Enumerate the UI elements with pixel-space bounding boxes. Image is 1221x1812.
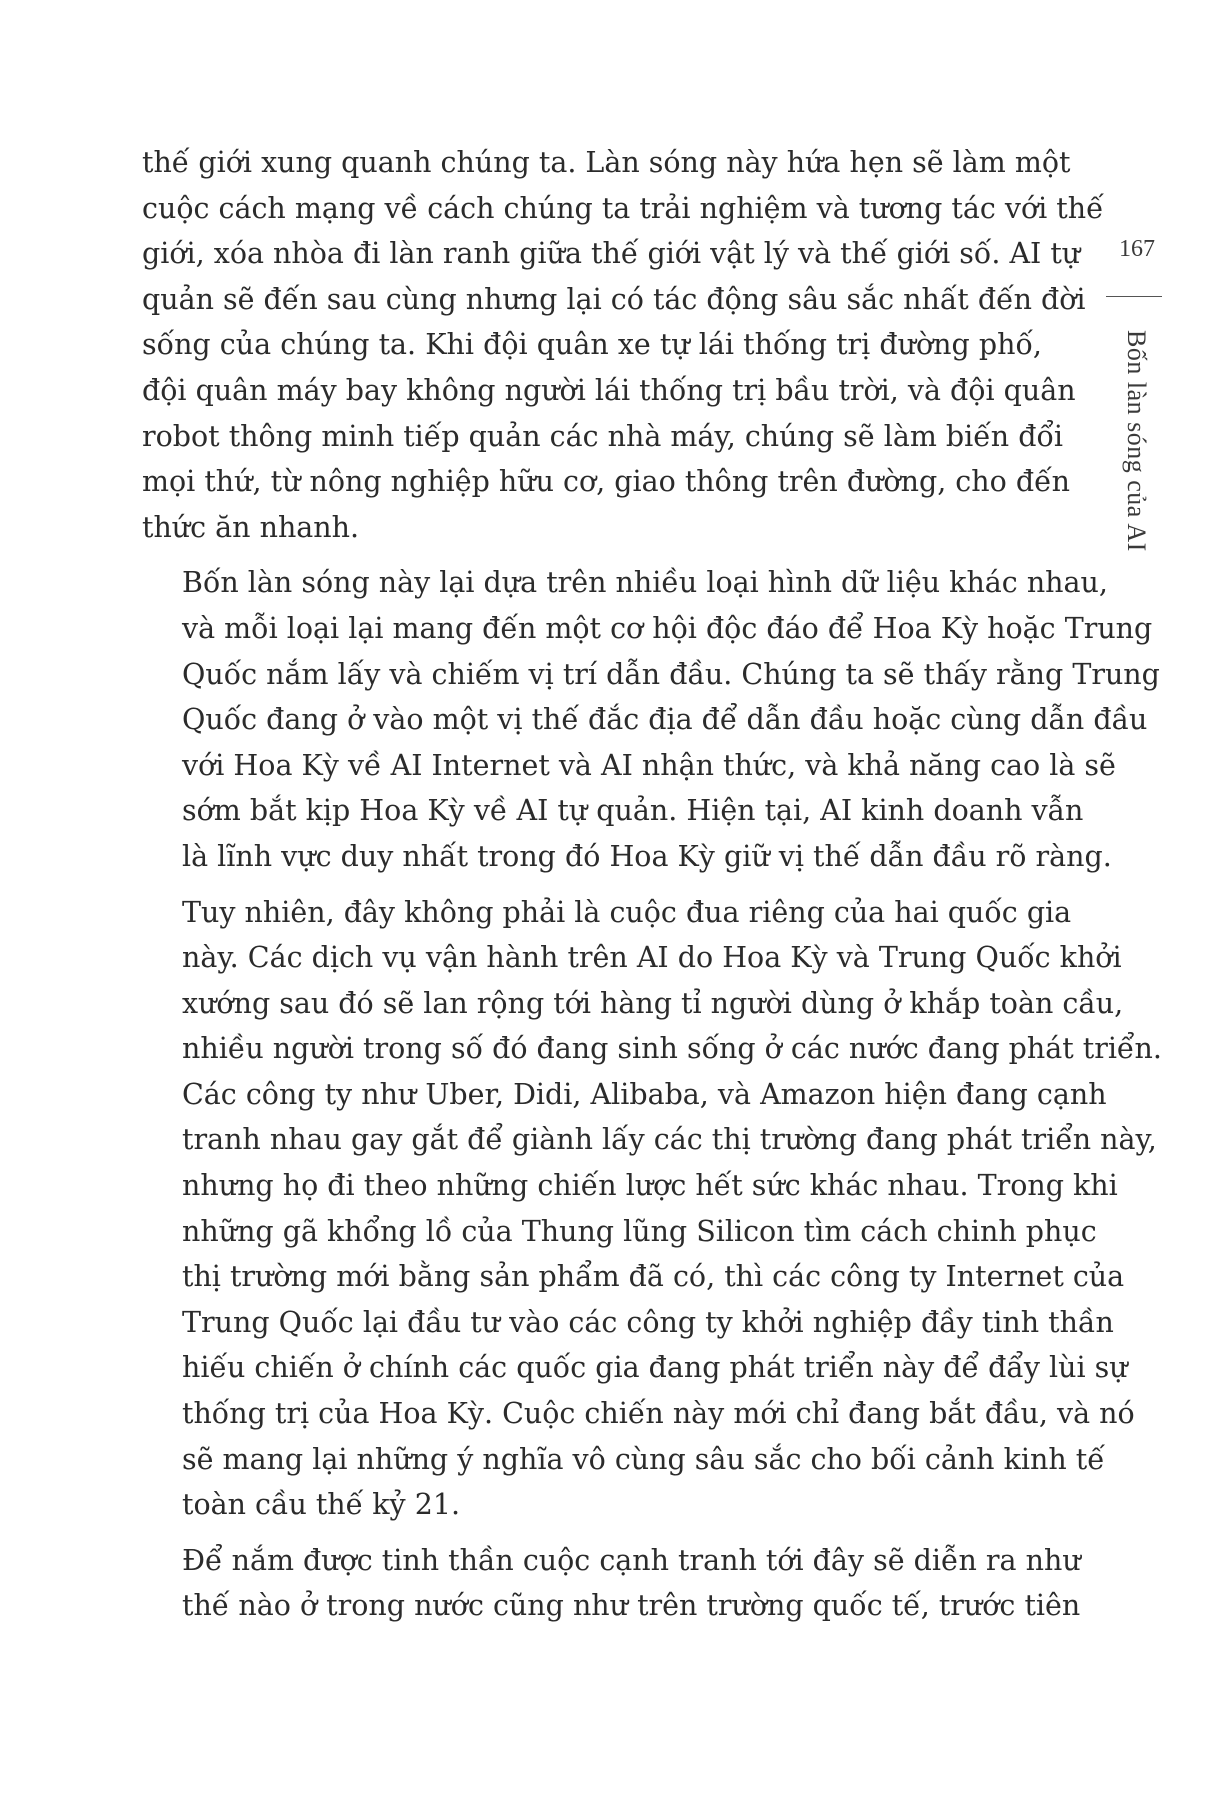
text-line: những gã khổng lồ của Thung lũng Silicon tìm cách chinh phục	[182, 1214, 1097, 1248]
text-line: đội quân máy bay không người lái thống trị bầu trời, và đội quân	[142, 373, 1076, 407]
text-line: hiếu chiến ở chính các quốc gia đang phát triển này để đẩy lùi sự	[182, 1351, 1128, 1385]
text-line: nhưng họ đi theo những chiến lược hết sức khác nhau. Trong khi	[182, 1169, 1118, 1203]
text-line: tranh nhau gay gắt để giành lấy các thị trường đang phát triển này,	[182, 1123, 1157, 1157]
text-line: với Hoa Kỳ về AI Internet và AI nhận thức, và khả năng cao là sẽ	[182, 748, 1116, 782]
paragraph	[142, 1538, 1081, 1629]
text-line: thức ăn nhanh.	[142, 510, 360, 544]
page-number: 167	[1119, 236, 1155, 262]
text-line: Để nắm được tinh thần cuộc cạnh tranh tới đây sẽ diễn ra như	[182, 1543, 1081, 1577]
text-line: thống trị của Hoa Kỳ. Cuộc chiến này mới chỉ đang bắt đầu, và nó	[182, 1397, 1135, 1431]
text-line: quản sẽ đến sau cùng nhưng lại có tác động sâu sắc nhất đến đời	[142, 282, 1086, 316]
text-line: sớm bắt kịp Hoa Kỳ về AI tự quản. Hiện tại, AI kinh doanh vẫn	[182, 794, 1084, 828]
text-line: này. Các dịch vụ vận hành trên AI do Hoa Kỳ và Trung Quốc khởi	[182, 941, 1122, 975]
running-title: Bốn làn sóng của AI	[1122, 330, 1151, 552]
text-line: mọi thứ, từ nông nghiệp hữu cơ, giao thông trên đường, cho đến	[142, 465, 1070, 499]
text-line: xướng sau đó sẽ lan rộng tới hàng tỉ người dùng ở khắp toàn cầu,	[182, 986, 1124, 1020]
paragraph	[142, 140, 1104, 550]
text-line: Trung Quốc lại đầu tư vào các công ty khởi nghiệp đầy tinh thần	[182, 1305, 1114, 1339]
paragraph	[142, 890, 1162, 1528]
text-line: thị trường mới bằng sản phẩm đã có, thì các công ty Internet của	[182, 1260, 1125, 1294]
text-line: thế nào ở trong nước cũng như trên trường quốc tế, trước tiên	[182, 1589, 1081, 1623]
text-line: và mỗi loại lại mang đến một cơ hội độc đáo để Hoa Kỳ hoặc Trung	[182, 611, 1153, 645]
text-line: Tuy nhiên, đây không phải là cuộc đua riêng của hai quốc gia	[182, 895, 1072, 929]
side-rule	[1106, 296, 1162, 297]
text-line: sống của chúng ta. Khi đội quân xe tự lái thống trị đường phố,	[142, 328, 1042, 362]
text-line: thế giới xung quanh chúng ta. Làn sóng này hứa hẹn sẽ làm một	[142, 146, 1071, 179]
text-line: giới, xóa nhòa đi làn ranh giữa thế giới vật lý và thế giới số. AI tự	[142, 237, 1081, 271]
text-line: robot thông minh tiếp quản các nhà máy, chúng sẽ làm biến đổi	[142, 419, 1064, 453]
text-line: cuộc cách mạng về cách chúng ta trải nghiệm và tương tác với thế	[142, 191, 1104, 225]
text-line: Quốc đang ở vào một vị thế đắc địa để dẫn đầu hoặc cùng dẫn đầu	[182, 703, 1148, 737]
text-line: Các công ty như Uber, Didi, Alibaba, và Amazon hiện đang cạnh	[182, 1077, 1107, 1111]
text-line: sẽ mang lại những ý nghĩa vô cùng sâu sắc cho bối cảnh kinh tế	[182, 1442, 1105, 1476]
paragraph	[142, 560, 1160, 879]
text-line: là lĩnh vực duy nhất trong đó Hoa Kỳ giữ vị thế dẫn đầu rõ ràng.	[182, 839, 1112, 873]
text-line: toàn cầu thế kỷ 21.	[182, 1488, 461, 1522]
text-line: Quốc nắm lấy và chiếm vị trí dẫn đầu. Chúng ta sẽ thấy rằng Trung	[182, 657, 1160, 691]
text-line: nhiều người trong số đó đang sinh sống ở các nước đang phát triển.	[182, 1032, 1162, 1066]
text-line: Bốn làn sóng này lại dựa trên nhiều loại hình dữ liệu khác nhau,	[182, 566, 1108, 600]
